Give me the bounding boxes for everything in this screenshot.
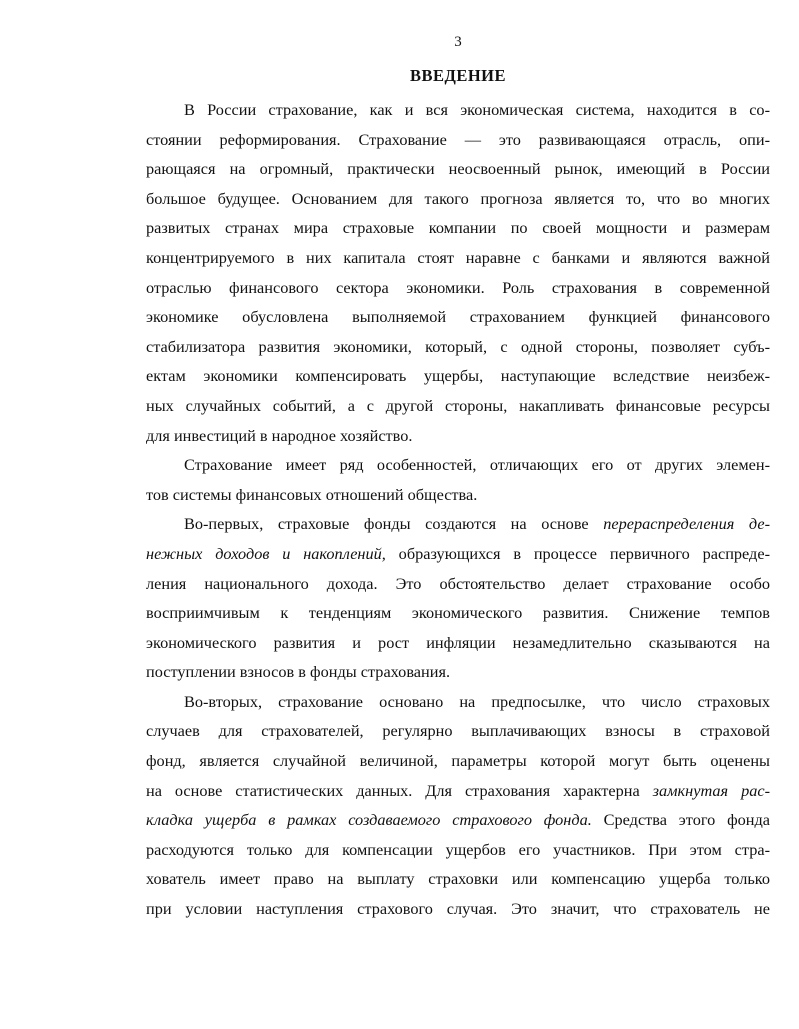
text-line xyxy=(146,746,770,776)
text-span: тов системы финансовых отношений общества. xyxy=(146,484,478,504)
text-line xyxy=(146,687,770,717)
paragraph xyxy=(146,509,770,687)
text-span: Во-первых, страховые фонды создаются на основе xyxy=(184,514,604,534)
text-span: Средства этого фонда xyxy=(591,810,770,830)
italic-text: замкнутая рас- xyxy=(652,780,770,800)
text-line xyxy=(146,776,770,806)
paragraph xyxy=(146,95,770,450)
text-span: фонд, является случайной величиной, параметры которой могут быть оценены xyxy=(146,751,770,771)
text-line xyxy=(146,450,770,480)
text-line xyxy=(146,421,770,451)
section-title: ВВЕДЕНИЕ xyxy=(409,66,507,85)
text-line xyxy=(146,569,770,599)
text-span: хователь имеет право на выплату страховки или компенсацию ущерба только xyxy=(146,869,770,889)
text-line xyxy=(146,805,770,835)
text-span: концентрируемого в них капитала стоят наравне с банками и являются важной xyxy=(146,247,770,267)
text-span: поступлении взносов в фонды страхования. xyxy=(146,662,451,682)
text-line xyxy=(146,480,770,510)
text-span: расходуются только для компенсации ущербов его участников. При этом стра- xyxy=(146,839,770,859)
text-span: восприимчивым к тенденциям экономического развития. Снижение темпов xyxy=(146,603,770,623)
text-span: большое будущее. Основанием для такого прогноза является то, что во многих xyxy=(146,188,770,208)
text-span: Во-вторых, страхование основано на предпосылке, что число страховых xyxy=(184,691,770,711)
text-span: на основе статистических данных. Для страхования характерна xyxy=(146,780,653,800)
text-line xyxy=(146,864,770,894)
text-span: ления национального дохода. Это обстоятельство делает страхование особо xyxy=(146,573,770,593)
text-line xyxy=(146,154,770,184)
text-span: ектам экономики компенсировать ущербы, наступающие вследствие неизбеж- xyxy=(146,366,770,386)
text-span: при условии наступления страхового случая. Это значит, что страхователь не xyxy=(146,899,770,919)
paragraph xyxy=(146,687,770,924)
text-line xyxy=(146,332,770,362)
body-text xyxy=(146,95,770,924)
text-line xyxy=(146,657,770,687)
page-number: 3 xyxy=(454,34,462,50)
text-line xyxy=(146,273,770,303)
text-span: стоянии реформирования. Страхование — это развивающаяся отрасль, опи- xyxy=(146,129,770,149)
text-line xyxy=(146,509,770,539)
text-span: рающаяся на огромный, практически неосвоенный рынок, имеющий в России xyxy=(146,159,770,179)
text-span: развитых странах мира страховые компании по своей мощности и размерам xyxy=(146,218,770,238)
text-line xyxy=(146,184,770,214)
text-span: ных случайных событий, а с другой стороны, накапливать финансовые ресурсы xyxy=(146,395,770,415)
italic-text: нежных доходов и накоплений, xyxy=(146,543,386,563)
text-span: случаев для страхователей, регулярно выплачивающих взносы в страховой xyxy=(146,721,770,741)
text-line xyxy=(146,125,770,155)
text-line xyxy=(146,361,770,391)
text-span: для инвестиций в народное хозяйство. xyxy=(146,425,413,445)
text-line xyxy=(146,835,770,865)
text-line xyxy=(146,539,770,569)
text-span: экономике обусловлена выполняемой страхованием функцией финансового xyxy=(146,307,770,327)
text-line xyxy=(146,243,770,273)
text-span: экономического развития и рост инфляции незамедлительно сказываются на xyxy=(146,632,770,652)
text-span: отраслью финансового сектора экономики. Роль страхования в современной xyxy=(146,277,770,297)
text-line xyxy=(146,302,770,332)
text-span: В России страхование, как и вся экономическая система, находится в со- xyxy=(184,100,770,119)
italic-text: кладка ущерба в рамках создаваемого страхового фонда. xyxy=(146,810,592,830)
paragraph xyxy=(146,450,770,509)
italic-text: перераспределения де- xyxy=(603,514,770,534)
text-span: Страхование имеет ряд особенностей, отличающих его от других элемен- xyxy=(184,455,770,475)
text-line xyxy=(146,894,770,924)
text-span: стабилизатора развития экономики, который, с одной стороны, позволяет субъ- xyxy=(146,336,770,356)
text-line xyxy=(146,628,770,658)
text-line xyxy=(146,391,770,421)
text-span: образующихся в процессе первичного распреде- xyxy=(385,543,770,563)
text-line xyxy=(146,95,770,125)
text-line xyxy=(146,598,770,628)
text-line xyxy=(146,716,770,746)
text-line xyxy=(146,213,770,243)
